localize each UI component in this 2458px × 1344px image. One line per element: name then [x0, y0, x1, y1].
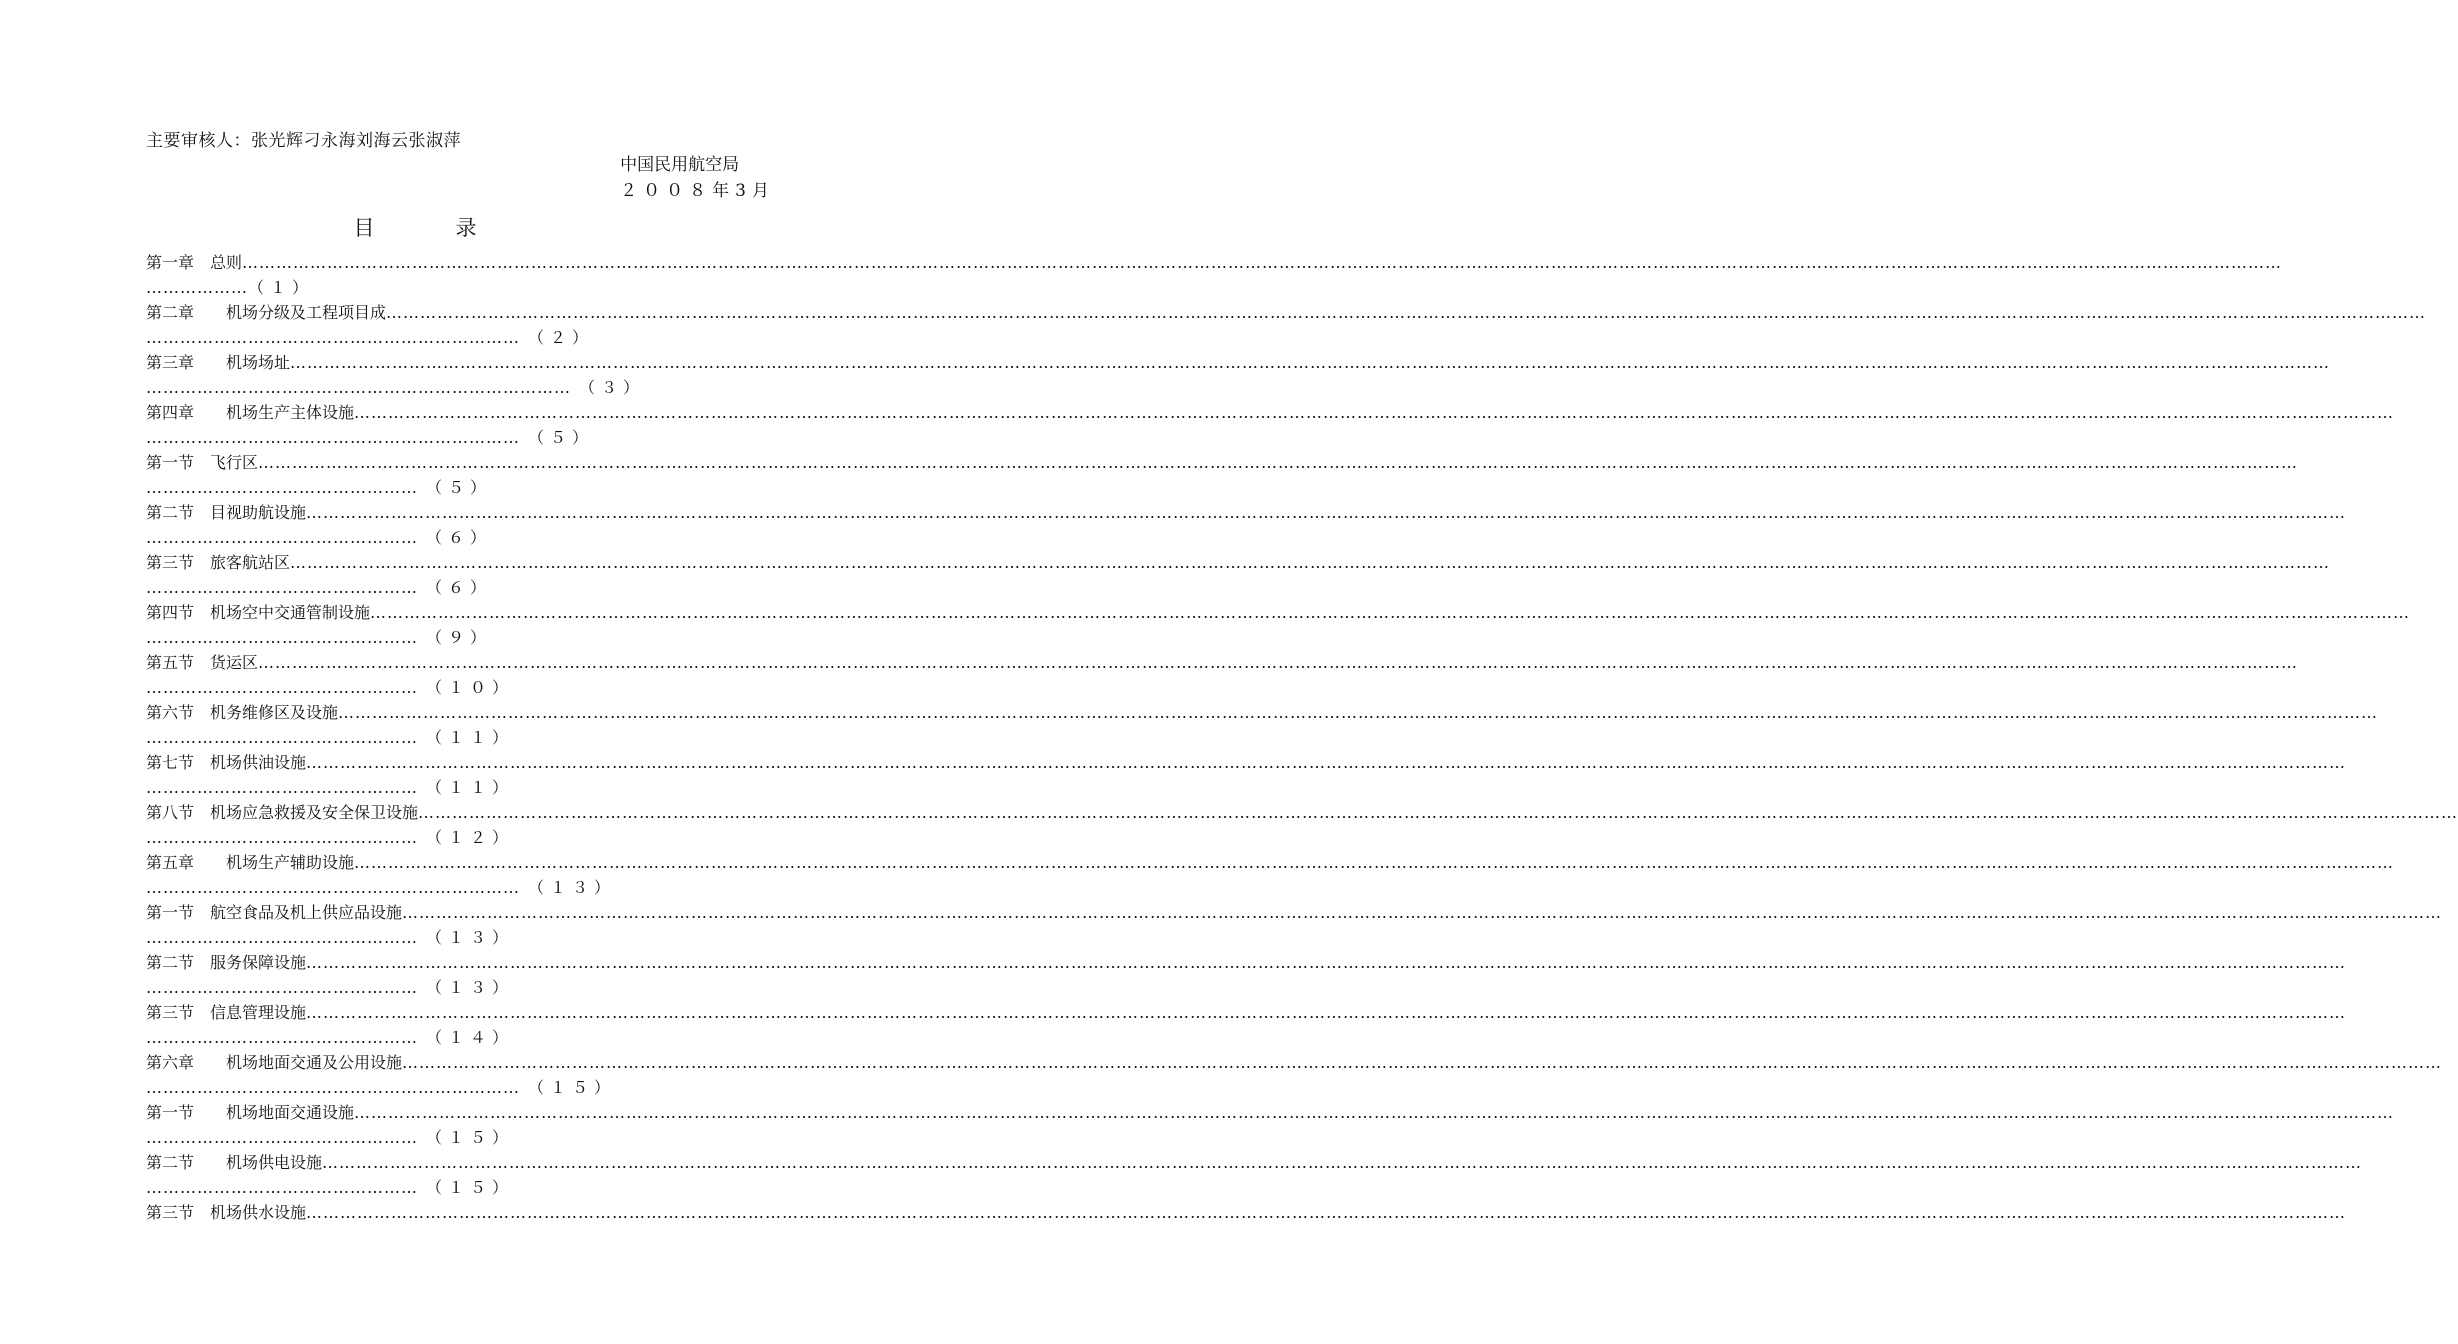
- toc-entry-label: 第三章 机场场址: [146, 353, 291, 372]
- leader-dots: …………………………………………: [146, 1128, 418, 1147]
- toc-entry-label: 第一节 机场地面交通设施: [146, 1103, 355, 1122]
- leader-dots: ………………………………………………………………………………………………………………………………………………………………………………………………………………………………………………………………………………………………………………………………: [402, 1053, 2443, 1072]
- leader-dots: …………………………………………: [146, 978, 418, 997]
- toc-entry[interactable]: [146, 1150, 2363, 1200]
- toc-entry-label: 第一节 航空食品及机上供应品设施: [146, 903, 403, 922]
- toc-entry-label: 第二章 机场分级及工程项目成: [146, 303, 387, 322]
- leader-dots: …………………………………………: [146, 828, 418, 847]
- leader-dots: …………………………………………: [146, 928, 418, 947]
- leader-dots: ………………………………………………………………………………………………………………………………………………………………………………………………………………………………………………………………………………………………………………………………: [322, 1153, 2363, 1172]
- toc-page-number: （１５）: [536, 1078, 617, 1097]
- toc-entry-label: 第一节 飞行区: [146, 453, 259, 472]
- toc-entry-label: 第二节 目视助航设施: [146, 503, 307, 522]
- toc-page-number: （１）: [248, 278, 315, 297]
- leader-dots: ………………………………………………………………………………………………………………………………………………………………………………………………………………………………………………………………………………………………………………………………: [354, 403, 2395, 422]
- toc-page-number: （１０）: [434, 678, 515, 697]
- toc-entry-label: 第二节 机场供电设施: [146, 1153, 323, 1172]
- toc-entry[interactable]: [146, 800, 2458, 850]
- toc-page-number: （１２）: [434, 828, 515, 847]
- toc-entry[interactable]: [146, 1000, 2347, 1050]
- toc-page-number: （１１）: [434, 778, 515, 797]
- toc-entry[interactable]: [146, 700, 2379, 750]
- toc-entry-label: 第三节 信息管理设施: [146, 1003, 307, 1022]
- leader-dots: …………………………………………………………: [146, 878, 520, 897]
- toc-title: 目 录: [353, 216, 507, 240]
- leader-dots: …………………………………………: [146, 778, 418, 797]
- leader-dots: …………………………………………: [146, 628, 418, 647]
- toc-page-number: （６）: [434, 528, 493, 547]
- toc-page-number: （２）: [536, 328, 595, 347]
- leader-dots: ………………………………………………………………………………………………………………………………………………………………………………………………………………………………………………………………………………………………………………………………: [354, 1103, 2395, 1122]
- leader-dots: …………………………………………………………: [146, 1078, 520, 1097]
- toc-entry[interactable]: [146, 750, 2347, 800]
- reviewers-line: 主要审核人：张光辉刁永海刘海云张淑萍: [146, 131, 461, 151]
- leader-dots: …………………………………………: [146, 678, 418, 697]
- toc-page-number: （１５）: [434, 1128, 515, 1147]
- toc-entry-label: 第二节 服务保障设施: [146, 953, 307, 972]
- toc-page-number: （１５）: [434, 1178, 515, 1197]
- table-of-contents: [146, 250, 2458, 1250]
- toc-entry-label: 第八节 机场应急救援及安全保卫设施: [146, 803, 419, 822]
- toc-page-number: （６）: [434, 578, 493, 597]
- toc-entry[interactable]: [146, 1050, 2443, 1100]
- toc-entry-label: 第五节 货运区: [146, 653, 259, 672]
- toc-entry-label: 第六章 机场地面交通及公用设施: [146, 1053, 403, 1072]
- leader-dots: …………………………………………: [146, 528, 418, 547]
- leader-dots: …………………………………………: [146, 1178, 418, 1197]
- leader-dots: …………………………………………: [146, 578, 418, 597]
- toc-page-number: （５）: [434, 478, 493, 497]
- toc-entry[interactable]: [146, 500, 2347, 550]
- toc-entry[interactable]: [146, 300, 2427, 350]
- issue-date: ２００８年3月: [620, 181, 775, 201]
- leader-dots: …………………………………………: [146, 1028, 418, 1047]
- toc-entry[interactable]: [146, 450, 2299, 500]
- toc-page-number: （１３）: [434, 978, 515, 997]
- leader-dots: …………………………………………………………: [146, 428, 520, 447]
- toc-page-number: （１３）: [536, 878, 617, 897]
- leader-dots: ………………………………………………………………………………………………………………………………………………………………………………………………………………………………………………………………………………………………………………………………: [402, 903, 2443, 922]
- leader-dots: ………………………………………………………………………………………………………………………………………………………………………………………………………………………………………………………………………………………………………………………………: [338, 703, 2379, 722]
- toc-page-number: （９）: [434, 628, 493, 647]
- toc-entry-label: 第四节 机场空中交通管制设施: [146, 603, 371, 622]
- toc-entry[interactable]: [146, 600, 2411, 650]
- toc-entry[interactable]: [146, 1100, 2395, 1150]
- leader-dots: ………………………………………………………………………………………………………………………………………………………………………………………………………………………………………………………………………………………………………………………………: [386, 303, 2427, 322]
- leader-dots: ………………………………………………………………………………………………………………………………………………………………………………………………………………………………………………………………………………………………………………………………: [290, 353, 2331, 372]
- leader-dots: ………………………………………………………………………………………………………………………………………………………………………………………………………………………………………………………………………………………………………………………………: [306, 753, 2347, 772]
- toc-entry-label: 第三节 机场供水设施: [146, 1203, 307, 1222]
- leader-dots: …………………………………………………………………: [146, 378, 571, 397]
- toc-entry-label: 第六节 机务维修区及设施: [146, 703, 339, 722]
- leader-dots: …………………………………………: [146, 728, 418, 747]
- toc-page-number: （１１）: [434, 728, 515, 747]
- toc-page-number: （３）: [587, 378, 646, 397]
- leader-dots: ………………………………………………………………………………………………………………………………………………………………………………………………………………………………………………………………………………………………………………………………: [306, 953, 2347, 972]
- leader-dots: ………………………………………………………………………………………………………………………………………………………………………………………………………………………………………………………………………………………………………………………………: [242, 253, 2283, 272]
- toc-entry[interactable]: [146, 950, 2347, 1000]
- toc-entry-label: 第七节 机场供油设施: [146, 753, 307, 772]
- leader-dots: ………………………………………………………………………………………………………………………………………………………………………………………………………………………………………………………………………………………………………………………………: [290, 553, 2331, 572]
- toc-entry-label: 第四章 机场生产主体设施: [146, 403, 355, 422]
- leader-dots: ………………………………………………………………………………………………………………………………………………………………………………………………………………………………………………………………………………………………………………………………: [306, 1203, 2347, 1222]
- leader-dots: ………………………………………………………………………………………………………………………………………………………………………………………………………………………………………………………………………………………………………………………………: [306, 1003, 2347, 1022]
- toc-entry-label: 第三节 旅客航站区: [146, 553, 291, 572]
- toc-page-number: （１３）: [434, 928, 515, 947]
- leader-dots: …………………………………………………………: [146, 328, 520, 347]
- toc-entry[interactable]: [146, 900, 2443, 950]
- toc-entry[interactable]: [146, 350, 2331, 400]
- toc-entry[interactable]: [146, 650, 2299, 700]
- toc-entry[interactable]: [146, 250, 2283, 300]
- leader-dots: ………………………………………………………………………………………………………………………………………………………………………………………………………………………………………………………………………………………………………………………………: [306, 503, 2347, 522]
- leader-dots: ………………………………………………………………………………………………………………………………………………………………………………………………………………………………………………………………………………………………………………………………: [258, 653, 2299, 672]
- leader-dots: ………………………………………………………………………………………………………………………………………………………………………………………………………………………………………………………………………………………………………………………………: [370, 603, 2411, 622]
- leader-dots: …………………………………………: [146, 478, 418, 497]
- toc-entry-label: 第一章 总则: [146, 253, 243, 272]
- leader-dots: ………………………………………………………………………………………………………………………………………………………………………………………………………………………………………………………………………………………………………………………………: [258, 453, 2299, 472]
- toc-entry[interactable]: [146, 850, 2395, 900]
- leader-dots: ………………: [146, 278, 248, 297]
- toc-page-number: （５）: [536, 428, 595, 447]
- toc-entry-label: 第五章 机场生产辅助设施: [146, 853, 355, 872]
- leader-dots: ………………………………………………………………………………………………………………………………………………………………………………………………………………………………………………………………………………………………………………………………: [354, 853, 2395, 872]
- leader-dots: ………………………………………………………………………………………………………………………………………………………………………………………………………………………………………………………………………………………………………………………………: [418, 803, 2458, 822]
- issuer-block: [620, 152, 775, 204]
- toc-entry[interactable]: [146, 550, 2331, 600]
- toc-page-number: （１４）: [434, 1028, 515, 1047]
- toc-entry[interactable]: [146, 1200, 2347, 1250]
- issuer-name: 中国民用航空局: [620, 155, 740, 175]
- toc-entry[interactable]: [146, 400, 2395, 450]
